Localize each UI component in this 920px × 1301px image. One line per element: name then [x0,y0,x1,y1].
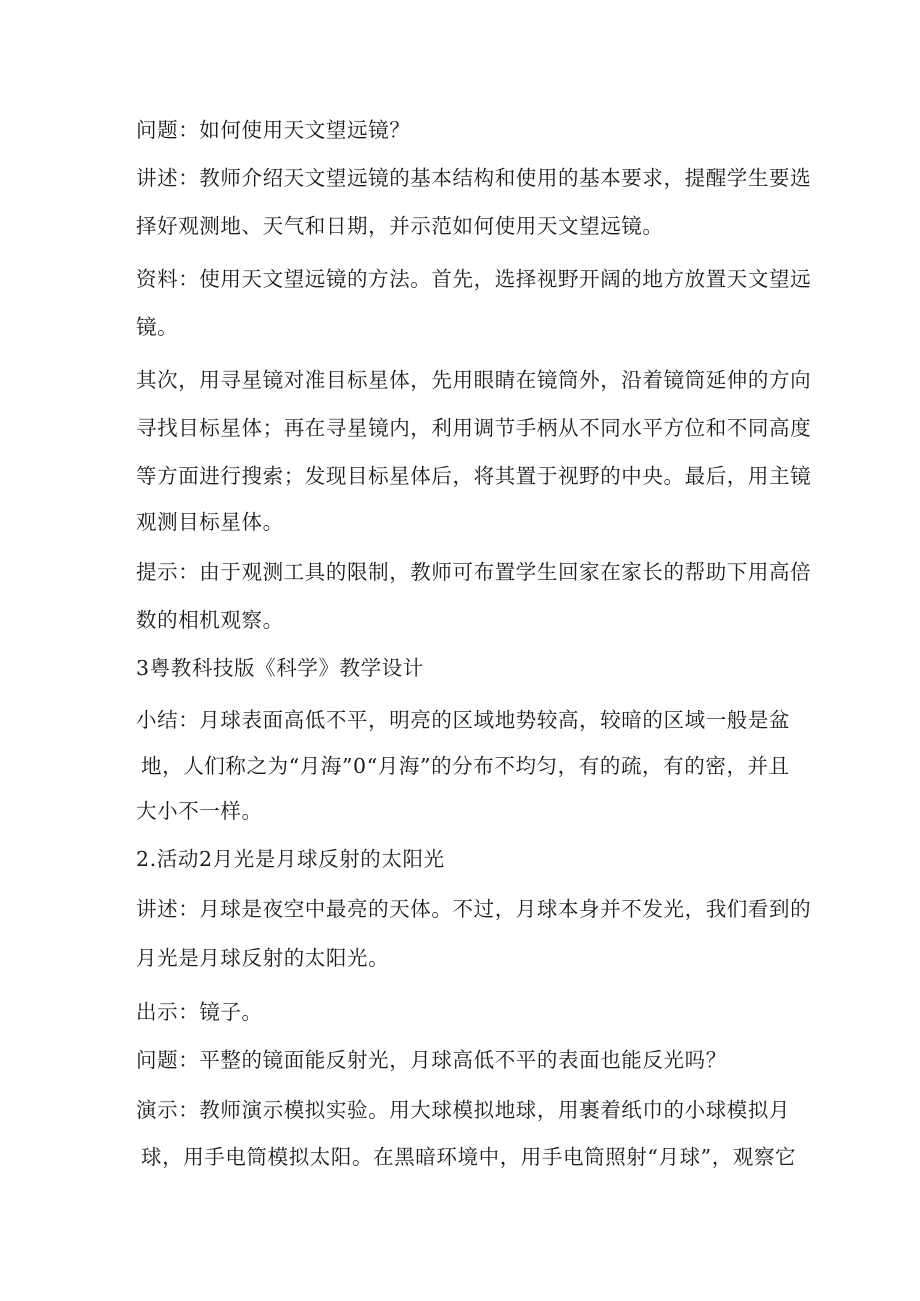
show-line: 出示：镜子。 [136,1000,263,1024]
paragraph-line-2: 寻找目标星体；再在寻星镜内，利用调节手柄从不同水平方位和不同高度 [136,416,812,440]
demo-line-1: 演示：教师演示模拟实验。用大球模拟地球，用裹着纸巾的小球模拟月 [136,1098,791,1122]
summary-line-2: 地，人们称之为“月海”0“月海”的分布不均匀，有的疏，有的密，并且 [141,754,790,778]
summary-line-1: 小结：月球表面高低不平，明亮的区域地势较高，较暗的区域一般是盆 [136,708,791,732]
explanation-line-1: 讲述：月球是夜空中最亮的天体。不过，月球本身并不发光，我们看到的 [136,897,812,921]
material-line-1: 资料：使用天文望远镜的方法。首先，选择视野开阔的地方放置天文望远 [136,267,812,291]
paragraph-line-4: 观测目标星体。 [136,510,284,534]
material-line-2: 镜。 [136,315,179,339]
narration-line-2: 择好观测地、天气和日期，并示范如何使用天文望远镜。 [136,214,664,238]
narration-line-1: 讲述：教师介绍天文望远镜的基本结构和使用的基本要求，提醒学生要选 [136,166,812,190]
paragraph-line-3: 等方面进行搜索；发现目标星体后，将其置于视野的中央。最后，用主镜 [136,464,812,488]
tip-line-1: 提示：由于观测工具的限制，教师可布置学生回家在家长的帮助下用高倍 [136,560,812,584]
summary-line-3: 大小不一样。 [136,799,263,823]
section-heading: 3粤教科技版《科学》教学设计 [136,656,424,680]
tip-line-2: 数的相机观察。 [136,608,284,632]
question-line-2: 问题：平整的镜面能反射光，月球高低不平的表面也能反光吗？ [136,1048,727,1072]
activity-heading: 2.活动2月光是月球反射的太阳光 [136,847,445,871]
paragraph-line-1: 其次，用寻星镜对准目标星体，先用眼睛在镜筒外，沿着镜筒延伸的方向 [136,368,812,392]
question-line-1: 问题：如何使用天文望远镜？ [136,118,411,142]
explanation-line-2: 月光是月球反射的太阳光。 [136,946,390,970]
demo-line-2: 球，用手电筒模拟太阳。在黑暗环境中，用手电筒照射“月球”，观察它 [141,1145,797,1169]
